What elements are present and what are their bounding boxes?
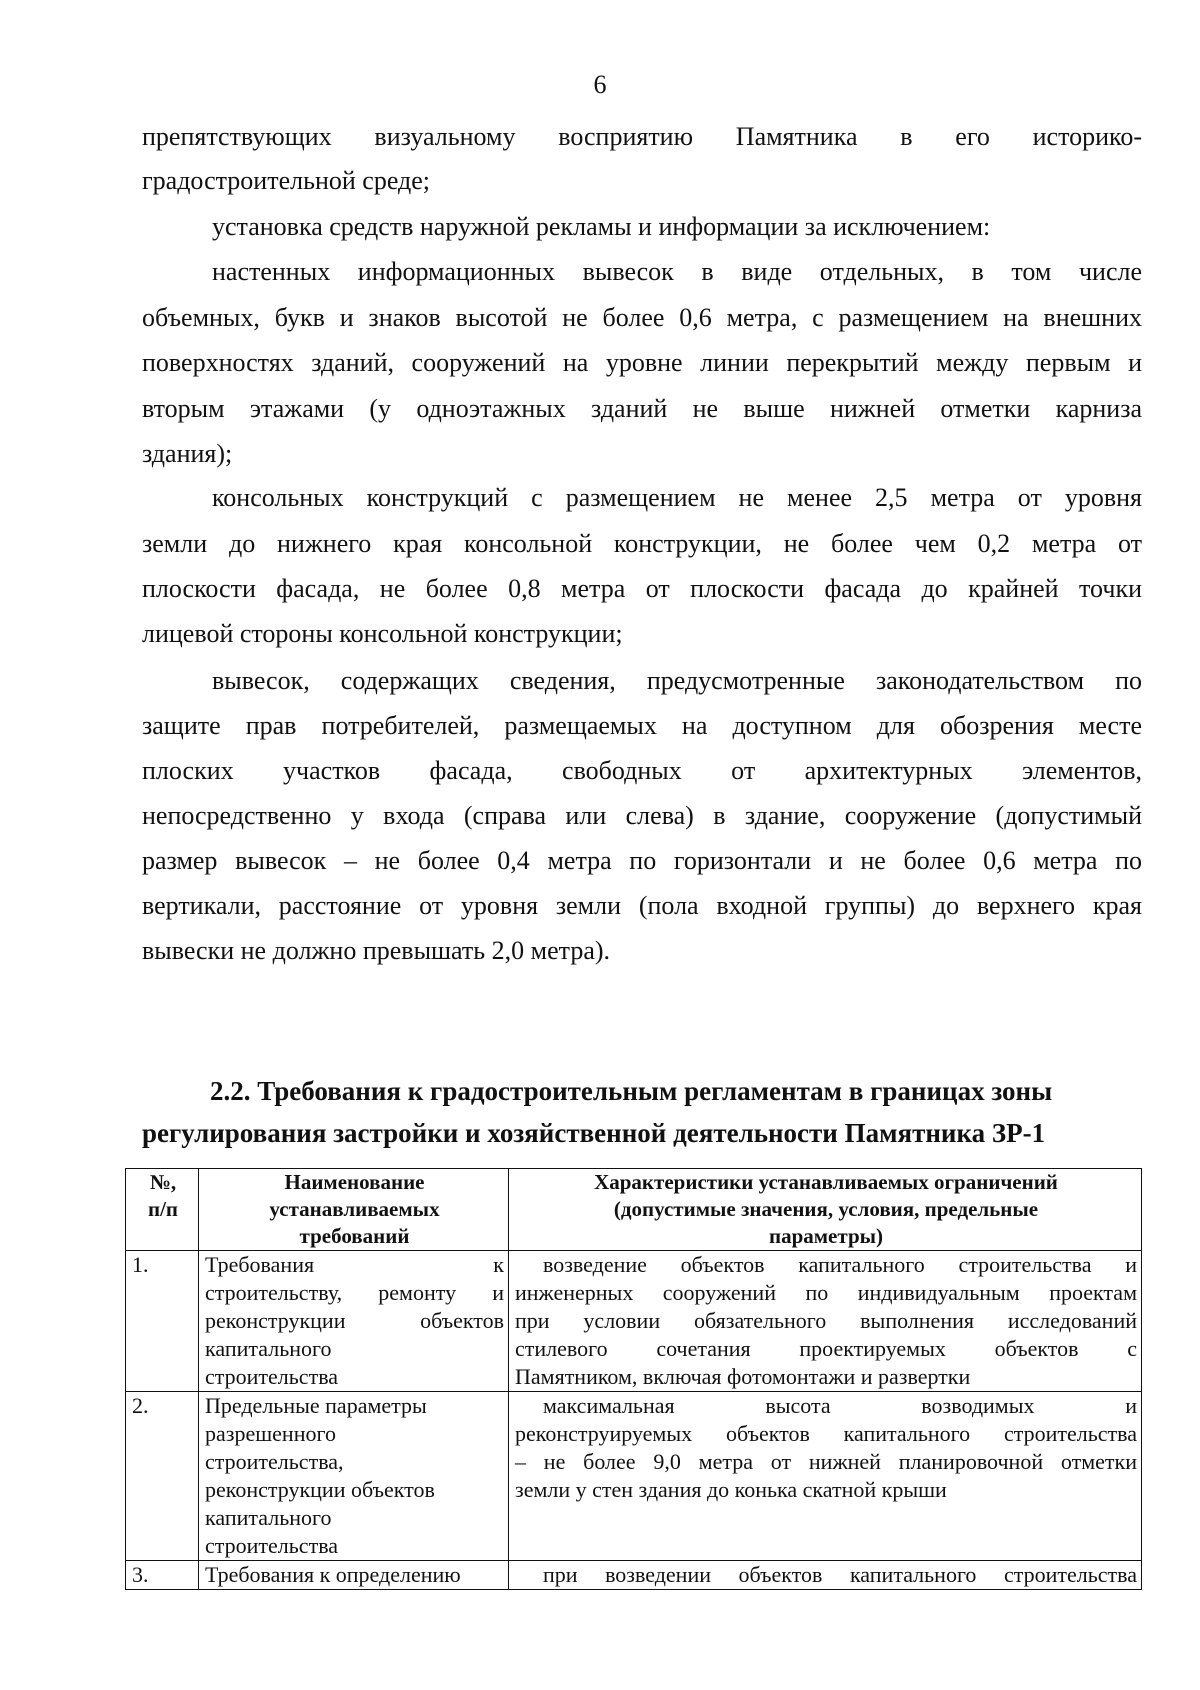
row-requirement-name: Требования к строительству, ремонту и реконструкции объектов капитального строительства <box>199 1251 509 1392</box>
text-line: консольных конструкций с размещением не менее 2,5 метра от уровня <box>212 483 1142 512</box>
heading-line: 2.2. Требования к градостроительным регламентам в границах зоны <box>210 1076 1053 1106</box>
text-line: препятствующих визуальному восприятию Памятника в его историко- <box>142 122 1142 151</box>
header-characteristics: Характеристики устанавливаемых ограничений (допустимые значения, условия, предельные параметры) <box>509 1169 1142 1251</box>
requirements-table <box>125 1168 1142 1590</box>
table-row <box>126 1251 1142 1392</box>
row-characteristics: при возведении объектов капитального строительства <box>509 1561 1142 1590</box>
heading-line: регулирования застройки и хозяйственной деятельности Памятника ЗР-1 <box>142 1118 1046 1148</box>
text-line: вертикали, расстояние от уровня земли (пола входной группы) до верхнего края <box>142 891 1142 920</box>
text-line: вторым этажами (у одноэтажных зданий не выше нижней отметки карниза <box>142 394 1142 423</box>
text-line: лицевой стороны консольной конструкции; <box>142 619 623 648</box>
text-line: размер вывесок – не более 0,4 метра по горизонтали и не более 0,6 метра по <box>142 846 1142 875</box>
table-row <box>126 1392 1142 1561</box>
header-number: №, п/п <box>126 1169 199 1251</box>
text-line: здания); <box>142 439 233 468</box>
text-line: настенных информационных вывесок в виде отдельных, в том числе <box>212 257 1142 286</box>
row-number: 3. <box>126 1561 199 1590</box>
text-line: непосредственно у входа (справа или слева) в здание, сооружение (допустимый <box>142 801 1142 830</box>
row-requirement-name: Требования к определению <box>199 1561 509 1590</box>
text-line: вывесок, содержащих сведения, предусмотренные законодательством по <box>212 666 1142 695</box>
text-line: поверхностях зданий, сооружений на уровне линии перекрытий между первым и <box>142 348 1142 377</box>
text-line: плоских участков фасада, свободных от архитектурных элементов, <box>142 756 1142 785</box>
text-line: градостроительной среде; <box>142 166 431 195</box>
row-characteristics: возведение объектов капитального строительства и инженерных сооружений по индивидуальным проектам при условии обязательного выполнения исследований стилевого сочетания проектируемых объектов с Памятником, включая фотомонтажи и развертки <box>509 1251 1142 1392</box>
table-row <box>126 1561 1142 1590</box>
row-characteristics: максимальная высота возводимых и реконструируемых объектов капитального строительства – не более 9,0 метра от нижней планировочной отметки земли у стен здания до конька скатной крыши <box>509 1392 1142 1561</box>
row-number: 1. <box>126 1251 199 1392</box>
text-line: плоскости фасада, не более 0,8 метра от плоскости фасада до крайней точки <box>142 574 1142 603</box>
text-line: объемных, букв и знаков высотой не более 0,6 метра, с размещением на внешних <box>142 303 1142 332</box>
table-header-row <box>126 1169 1142 1251</box>
page-number: 6 <box>593 70 607 99</box>
header-requirement-name: Наименование устанавливаемых требований <box>199 1169 509 1251</box>
text-line: вывески не должно превышать 2,0 метра). <box>142 936 611 965</box>
text-line: установка средств наружной рекламы и информации за исключением: <box>212 212 991 241</box>
text-line: защите прав потребителей, размещаемых на доступном для обозрения месте <box>142 711 1142 740</box>
row-number: 2. <box>126 1392 199 1561</box>
text-line: земли до нижнего края консольной конструкции, не более чем 0,2 метра от <box>142 529 1142 558</box>
row-requirement-name: Предельные параметры разрешенного строительства, реконструкции объектов капитального строительства <box>199 1392 509 1561</box>
